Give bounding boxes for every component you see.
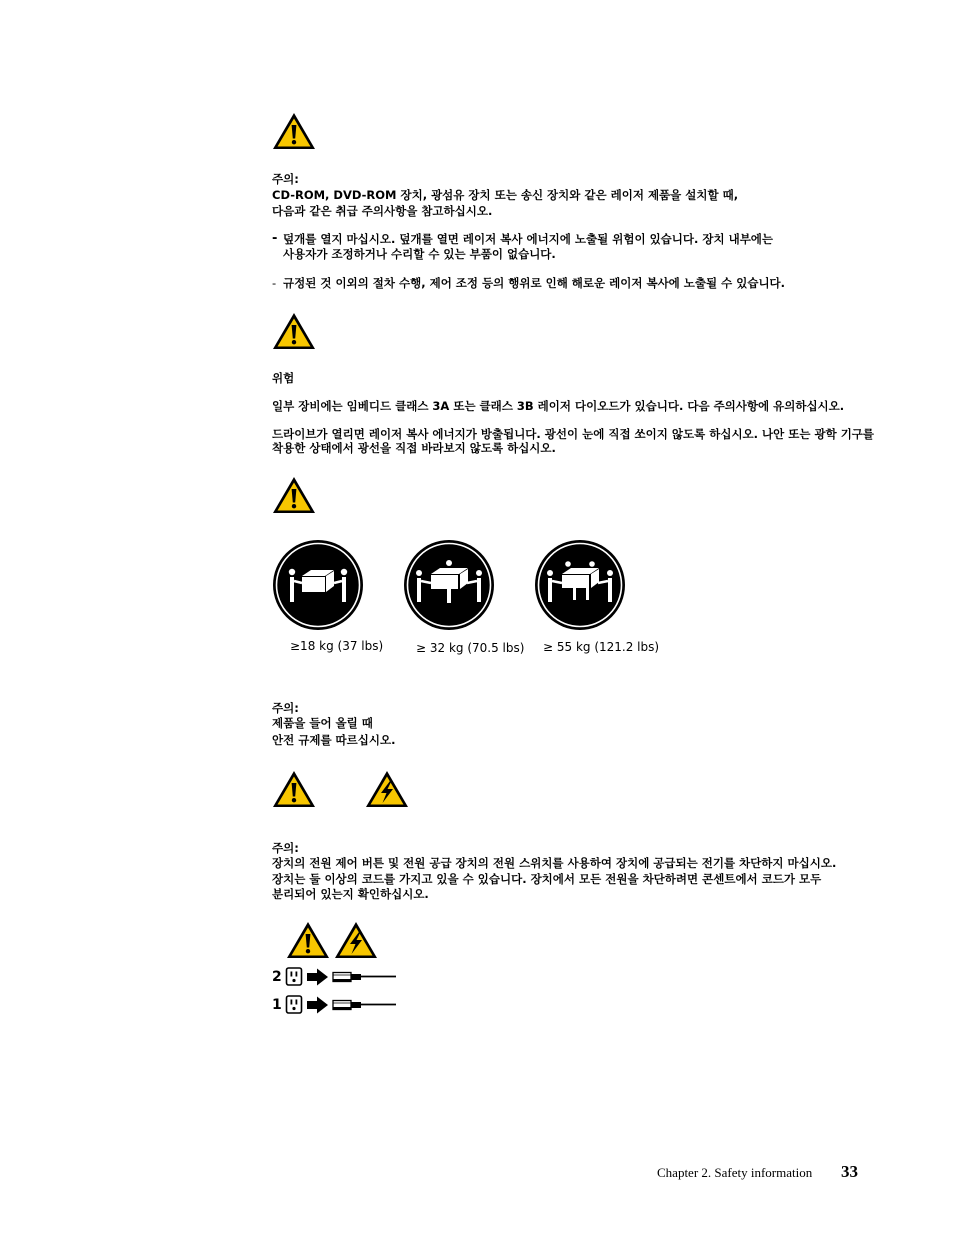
caution-text-line: 분리되어 있는지 확인하십시오. bbox=[272, 887, 429, 901]
danger-text-line: 드라이브가 열리면 레이저 복사 에너지가 방출됩니다. 광선이 눈에 직접 쏘이지 않도록 하십시오. 나안 또는 광학 기구를 bbox=[272, 427, 875, 441]
danger-heading: 위험 bbox=[272, 371, 295, 385]
two-person-lift-icon bbox=[272, 539, 364, 631]
caution-bullet-line: 규정된 것 이외의 절차 수행, 제어 조정 등의 행위로 인해 해로운 레이저 복사에 노출될 수 있습니다. bbox=[283, 276, 786, 290]
caution-warning-icon bbox=[271, 111, 317, 151]
high-voltage-icon bbox=[333, 920, 379, 960]
caution-bullet-line: 사용자가 조정하거나 수리할 수 있는 부품이 없습니다. bbox=[283, 247, 556, 261]
danger-warning-icon bbox=[271, 311, 317, 351]
weight-label: ≥ 32 kg (70.5 lbs) bbox=[416, 641, 525, 655]
caution-heading: 주의: bbox=[272, 172, 299, 186]
high-voltage-icon bbox=[364, 769, 410, 809]
caution-text-line: 장치의 전원 제어 버튼 및 전원 공급 장치의 전원 스위치를 사용하여 장치에 공급되는 전기를 차단하지 마십시오. bbox=[272, 856, 837, 870]
electrical-warning-icon bbox=[285, 920, 331, 960]
power-cord-number: 1 bbox=[272, 997, 282, 1013]
bullet-dash: - bbox=[272, 276, 277, 290]
page-number: 33 bbox=[841, 1162, 858, 1181]
power-cord-number: 2 bbox=[272, 969, 282, 985]
caution-heading: 주의: bbox=[272, 701, 299, 715]
power-cord-unplug-icon bbox=[285, 966, 397, 988]
weight-label: ≥ 55 kg (121.2 lbs) bbox=[543, 640, 660, 654]
three-person-lift-icon bbox=[403, 539, 495, 631]
caution-text-line: 안전 규제를 따르십시오. bbox=[272, 733, 396, 747]
danger-text-line: 착용한 상태에서 광선을 직접 바라보지 않도록 하십시오. bbox=[272, 441, 556, 455]
caution-heading: 주의: bbox=[272, 841, 299, 855]
caution-bullet-line: 덮개를 열지 마십시오. 덮개를 열면 레이저 복사 에너지에 노출될 위험이 있습니다. 장치 내부에는 bbox=[283, 232, 774, 246]
caution-text-line: CD-ROM, DVD-ROM 장치, 광섬유 장치 또는 송신 장치와 같은 레이저 제품을 설치할 때, bbox=[272, 188, 739, 202]
electrical-warning-icon bbox=[271, 769, 317, 809]
bullet-dash: - bbox=[272, 231, 278, 246]
danger-text-line: 일부 장비에는 임베디드 클래스 3A 또는 클래스 3B 레이저 다이오드가 있습니다. 다음 주의사항에 유의하십시오. bbox=[272, 399, 845, 413]
four-person-lift-icon bbox=[534, 539, 626, 631]
weight-label: ≥18 kg (37 lbs) bbox=[290, 639, 384, 653]
caution-text-line: 다음과 같은 취급 주의사항을 참고하십시오. bbox=[272, 204, 493, 218]
lifting-warning-icon bbox=[271, 475, 317, 515]
caution-text-line: 장치는 둘 이상의 코드를 가지고 있을 수 있습니다. 장치에서 모든 전원을 차단하려면 콘센트에서 코드가 모두 bbox=[272, 872, 822, 886]
caution-text-line: 제품을 들어 올릴 때 bbox=[272, 716, 373, 730]
footer-chapter: Chapter 2. Safety information bbox=[657, 1165, 813, 1180]
power-cord-unplug-icon bbox=[285, 994, 397, 1016]
